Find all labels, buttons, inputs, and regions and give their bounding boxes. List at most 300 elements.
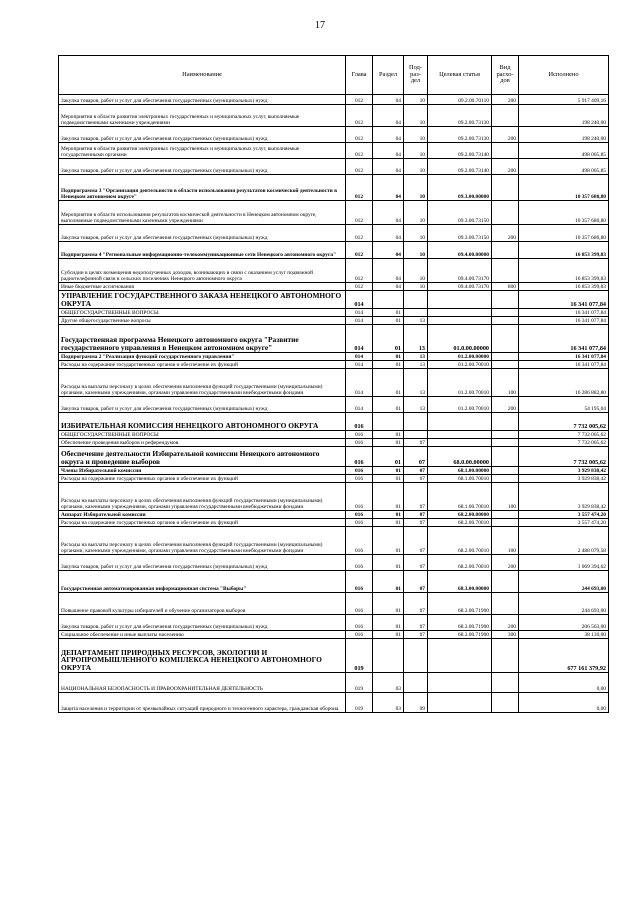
row-executed: 0,00 xyxy=(519,673,609,693)
row-executed: 16 853 399,83 xyxy=(519,242,609,259)
row-name: Расходы на содержание государственных органов и обеспечение их функций xyxy=(59,475,346,483)
row-section: 04 xyxy=(373,175,404,201)
row-chapter: 019 xyxy=(346,693,373,713)
row-exp-type xyxy=(492,309,519,317)
row-target: 09.2.00.73140 xyxy=(428,143,492,159)
row-exp-type xyxy=(492,431,519,439)
row-section: 04 xyxy=(373,105,404,127)
row-section xyxy=(373,413,404,431)
row-target: 68.3.00.71900 xyxy=(428,593,492,615)
row-exp-type xyxy=(492,475,519,483)
row-exp-type xyxy=(492,259,519,283)
table-row xyxy=(59,639,609,673)
row-target xyxy=(428,693,492,713)
row-section: 01 xyxy=(373,519,404,527)
row-chapter: 014 xyxy=(346,369,373,397)
row-chapter: 014 xyxy=(346,397,373,413)
row-target: 09.2.00.73140 xyxy=(428,159,492,175)
row-target: 01.2.00.70010 xyxy=(428,397,492,413)
header-name: Наименование xyxy=(59,56,346,95)
row-target: 68.3.00.71900 xyxy=(428,615,492,631)
table-row xyxy=(59,439,609,447)
row-exp-type: 200 xyxy=(492,95,519,105)
row-section: 04 xyxy=(373,283,404,291)
row-chapter: 012 xyxy=(346,127,373,143)
row-target xyxy=(428,309,492,317)
table-row xyxy=(59,483,609,511)
row-chapter: 014 xyxy=(346,361,373,369)
row-chapter: 012 xyxy=(346,225,373,242)
row-subsection: 07 xyxy=(404,527,428,555)
row-chapter: 016 xyxy=(346,447,373,467)
table-row xyxy=(59,397,609,413)
row-executed: 244 693,00 xyxy=(519,571,609,593)
row-executed: 16 341 077,84 xyxy=(519,291,609,309)
header-chapter: Глава xyxy=(346,56,373,95)
header-subsection: Под-раз-дел xyxy=(404,56,428,95)
row-exp-type xyxy=(492,361,519,369)
row-section: 01 xyxy=(373,353,404,361)
row-name: Обеспечение деятельности Избирательной комиссии Ненецкого автономного округа и проведение выборов xyxy=(59,447,346,467)
row-chapter: 012 xyxy=(346,201,373,225)
table-row xyxy=(59,291,609,309)
row-target: 09.2.00.73130 xyxy=(428,127,492,143)
row-name: НАЦИОНАЛЬНАЯ БЕЗОПАСНОСТЬ И ПРАВООХРАНИТЕЛЬНАЯ ДЕЯТЕЛЬНОСТЬ xyxy=(59,673,346,693)
row-section: 04 xyxy=(373,259,404,283)
row-chapter: 016 xyxy=(346,615,373,631)
row-subsection xyxy=(404,639,428,673)
row-executed: 16 341 077,84 xyxy=(519,317,609,325)
row-name: Закупка товаров, работ и услуг для обеспечения государственных (муниципальных) нужд xyxy=(59,615,346,631)
table-row xyxy=(59,413,609,431)
row-target: 68.3.00.71900 xyxy=(428,631,492,639)
row-subsection: 10 xyxy=(404,242,428,259)
row-executed: 7 732 005,62 xyxy=(519,447,609,467)
table-row xyxy=(59,555,609,571)
row-name: ИЗБИРАТЕЛЬНАЯ КОМИССИЯ НЕНЕЦКОГО АВТОНОМНОГО ОКРУГА xyxy=(59,413,346,431)
row-chapter: 016 xyxy=(346,631,373,639)
row-chapter: 012 xyxy=(346,175,373,201)
row-target: 09.3.00.73150 xyxy=(428,225,492,242)
row-exp-type: 200 xyxy=(492,159,519,175)
row-exp-type xyxy=(492,447,519,467)
row-section xyxy=(373,291,404,309)
row-executed: 16 341 077,84 xyxy=(519,325,609,353)
row-subsection: 10 xyxy=(404,175,428,201)
row-exp-type xyxy=(492,571,519,593)
row-subsection: 10 xyxy=(404,95,428,105)
table-row xyxy=(59,519,609,527)
row-exp-type xyxy=(492,593,519,615)
row-executed: 54 195,04 xyxy=(519,397,609,413)
row-executed: 206 563,00 xyxy=(519,615,609,631)
row-exp-type xyxy=(492,105,519,127)
table-row xyxy=(59,127,609,143)
row-exp-type xyxy=(492,317,519,325)
row-chapter: 014 xyxy=(346,325,373,353)
row-chapter: 016 xyxy=(346,527,373,555)
row-section: 01 xyxy=(373,593,404,615)
row-subsection: 07 xyxy=(404,447,428,467)
row-section: 04 xyxy=(373,127,404,143)
row-subsection: 13 xyxy=(404,317,428,325)
table-row xyxy=(59,369,609,397)
table-row xyxy=(59,159,609,175)
row-target: 09.4.00.73170 xyxy=(428,283,492,291)
table-row xyxy=(59,527,609,555)
row-subsection: 13 xyxy=(404,361,428,369)
table-row xyxy=(59,325,609,353)
row-exp-type: 200 xyxy=(492,555,519,571)
row-exp-type xyxy=(492,439,519,447)
row-name: Социальное обеспечение и иные выплаты населению xyxy=(59,631,346,639)
row-subsection: 07 xyxy=(404,467,428,475)
row-section: 01 xyxy=(373,571,404,593)
row-chapter: 012 xyxy=(346,159,373,175)
row-exp-type xyxy=(492,143,519,159)
header-exp-type: Вид расхо-дов xyxy=(492,56,519,95)
row-subsection xyxy=(404,413,428,431)
row-chapter: 019 xyxy=(346,673,373,693)
row-exp-type: 800 xyxy=(492,283,519,291)
row-executed: 16 341 077,84 xyxy=(519,361,609,369)
row-subsection: 07 xyxy=(404,631,428,639)
row-executed: 5 917 409,16 xyxy=(519,95,609,105)
row-section: 03 xyxy=(373,673,404,693)
row-target: 68.2.00.70010 xyxy=(428,519,492,527)
row-executed: 198 240,00 xyxy=(519,105,609,127)
row-subsection: 07 xyxy=(404,511,428,519)
row-section: 04 xyxy=(373,201,404,225)
row-chapter: 019 xyxy=(346,639,373,673)
row-target xyxy=(428,317,492,325)
row-chapter: 014 xyxy=(346,291,373,309)
table-row xyxy=(59,511,609,519)
row-exp-type: 100 xyxy=(492,369,519,397)
table-row xyxy=(59,361,609,369)
row-subsection: 10 xyxy=(404,159,428,175)
row-chapter: 012 xyxy=(346,105,373,127)
row-subsection xyxy=(404,673,428,693)
row-name: Расходы на содержание государственных органов и обеспечение их функций xyxy=(59,519,346,527)
row-target: 68.1.00.00000 xyxy=(428,467,492,475)
table-row xyxy=(59,431,609,439)
table-row xyxy=(59,693,609,713)
page-number: 17 xyxy=(315,20,325,31)
row-chapter: 012 xyxy=(346,259,373,283)
row-name: Государственная программа Ненецкого автономного округа "Развитие государственного управления в Ненецком автономном округе" xyxy=(59,325,346,353)
table-row xyxy=(59,317,609,325)
row-name: Подпрограмма 2 "Реализация функций государственного управления" xyxy=(59,353,346,361)
table-row xyxy=(59,353,609,361)
row-subsection: 07 xyxy=(404,439,428,447)
row-exp-type xyxy=(492,413,519,431)
row-exp-type xyxy=(492,519,519,527)
row-name: Закупка товаров, работ и услуг для обеспечения государственных (муниципальных) нужд xyxy=(59,95,346,105)
row-subsection: 07 xyxy=(404,475,428,483)
row-name: Закупка товаров, работ и услуг для обеспечения государственных (муниципальных) нужд xyxy=(59,397,346,413)
row-section: 04 xyxy=(373,143,404,159)
row-name: ОБЩЕГОСУДАРСТВЕННЫЕ ВОПРОСЫ xyxy=(59,431,346,439)
row-subsection: 10 xyxy=(404,143,428,159)
row-executed: 38 130,00 xyxy=(519,631,609,639)
row-exp-type xyxy=(492,175,519,201)
table-row xyxy=(59,571,609,593)
table-row xyxy=(59,447,609,467)
row-executed: 7 732 005,62 xyxy=(519,431,609,439)
row-name: Защита населения и территории от чрезвычайных ситуаций природного и техногенного характера, гражданская оборона xyxy=(59,693,346,713)
row-name: ОБЩЕГОСУДАРСТВЕННЫЕ ВОПРОСЫ xyxy=(59,309,346,317)
row-chapter: 016 xyxy=(346,519,373,527)
row-exp-type: 100 xyxy=(492,527,519,555)
row-chapter: 014 xyxy=(346,317,373,325)
table-row xyxy=(59,225,609,242)
row-section: 01 xyxy=(373,361,404,369)
row-exp-type xyxy=(492,511,519,519)
row-subsection: 10 xyxy=(404,105,428,127)
row-target: 09.2.00.73130 xyxy=(428,105,492,127)
row-section: 01 xyxy=(373,527,404,555)
row-subsection: 10 xyxy=(404,283,428,291)
row-subsection: 13 xyxy=(404,397,428,413)
row-name: Закупка товаров, работ и услуг для обеспечения государственных (муниципальных) нужд xyxy=(59,127,346,143)
row-executed: 3 557 474,20 xyxy=(519,511,609,519)
row-executed: 16 853 399,83 xyxy=(519,283,609,291)
row-executed: 10 357 680,80 xyxy=(519,225,609,242)
row-section: 01 xyxy=(373,511,404,519)
row-section: 01 xyxy=(373,475,404,483)
row-target: 68.1.00.70010 xyxy=(428,475,492,483)
table-row xyxy=(59,615,609,631)
header-section: Раздел xyxy=(373,56,404,95)
row-target: 01.2.00.00000 xyxy=(428,353,492,361)
row-target: 09.4.00.00000 xyxy=(428,242,492,259)
row-target xyxy=(428,673,492,693)
table-row xyxy=(59,143,609,159)
row-target xyxy=(428,639,492,673)
table-row xyxy=(59,593,609,615)
row-section: 04 xyxy=(373,95,404,105)
row-chapter: 016 xyxy=(346,475,373,483)
row-exp-type: 200 xyxy=(492,127,519,143)
row-executed: 7 732 005,62 xyxy=(519,413,609,431)
row-subsection: 10 xyxy=(404,225,428,242)
row-section: 01 xyxy=(373,483,404,511)
row-subsection: 09 xyxy=(404,693,428,713)
row-exp-type xyxy=(492,291,519,309)
row-subsection: 10 xyxy=(404,127,428,143)
row-target xyxy=(428,413,492,431)
row-chapter: 016 xyxy=(346,483,373,511)
row-subsection: 07 xyxy=(404,555,428,571)
row-chapter: 014 xyxy=(346,353,373,361)
row-executed: 677 161 379,92 xyxy=(519,639,609,673)
row-chapter: 014 xyxy=(346,309,373,317)
row-executed: 3 929 838,42 xyxy=(519,467,609,475)
row-section: 01 xyxy=(373,309,404,317)
table-row xyxy=(59,309,609,317)
header-target: Целевая статья xyxy=(428,56,492,95)
row-chapter: 016 xyxy=(346,555,373,571)
row-name: Повышение правовой культуры избирателей и обучение организаторов выборов xyxy=(59,593,346,615)
row-name: Обеспечение проведения выборов и референдумов xyxy=(59,439,346,447)
row-name: Подпрограмма 4 "Региональные информационно-телекоммуникационные сети Ненецкого автономного округа" xyxy=(59,242,346,259)
row-chapter: 012 xyxy=(346,283,373,291)
row-name: Расходы на выплаты персоналу в целях обеспечения выполнения функций государственными (муниципальными) органами, казенными учреждениями, органами управления государственными внебюджетными фондами xyxy=(59,369,346,397)
row-exp-type xyxy=(492,673,519,693)
row-subsection xyxy=(404,291,428,309)
row-section: 01 xyxy=(373,369,404,397)
table-row xyxy=(59,475,609,483)
row-subsection: 07 xyxy=(404,593,428,615)
row-exp-type: 200 xyxy=(492,615,519,631)
row-executed: 16 341 077,84 xyxy=(519,309,609,317)
row-target: 09.3.00.73150 xyxy=(428,201,492,225)
row-target: 68.1.00.70010 xyxy=(428,483,492,511)
row-exp-type: 100 xyxy=(492,483,519,511)
row-name: Закупка товаров, работ и услуг для обеспечения государственных (муниципальных) нужд xyxy=(59,555,346,571)
row-exp-type xyxy=(492,325,519,353)
row-subsection: 07 xyxy=(404,483,428,511)
row-name: ДЕПАРТАМЕНТ ПРИРОДНЫХ РЕСУРСОВ, ЭКОЛОГИИ И АГРОПРОМЫШЛЕННОГО КОМПЛЕКСА НЕНЕЦКОГО АВТОНОМНОГО ОКРУГА xyxy=(59,639,346,673)
row-exp-type xyxy=(492,639,519,673)
row-executed: 3 929 838,42 xyxy=(519,483,609,511)
row-exp-type xyxy=(492,467,519,475)
row-subsection: 13 xyxy=(404,353,428,361)
row-executed: 498 005,85 xyxy=(519,159,609,175)
budget-execution-table xyxy=(58,55,609,713)
table-header-row xyxy=(59,56,609,95)
row-target: 68.2.00.70010 xyxy=(428,555,492,571)
row-chapter: 016 xyxy=(346,413,373,431)
row-section: 01 xyxy=(373,317,404,325)
row-section: 04 xyxy=(373,225,404,242)
row-name: Другие общегосударственные вопросы xyxy=(59,317,346,325)
table-row xyxy=(59,467,609,475)
table-row xyxy=(59,673,609,693)
header-executed: Исполнено xyxy=(519,56,609,95)
row-chapter: 016 xyxy=(346,593,373,615)
row-subsection: 13 xyxy=(404,325,428,353)
row-subsection: 07 xyxy=(404,615,428,631)
row-executed: 16 341 077,84 xyxy=(519,353,609,361)
row-chapter: 012 xyxy=(346,143,373,159)
row-name: Аппарат Избирательной комиссии xyxy=(59,511,346,519)
row-target: 01.0.00.00000 xyxy=(428,325,492,353)
table-row xyxy=(59,95,609,105)
row-target: 01.2.00.70010 xyxy=(428,369,492,397)
row-exp-type xyxy=(492,353,519,361)
row-subsection xyxy=(404,431,428,439)
row-target: 09.4.00.73170 xyxy=(428,259,492,283)
row-target: 09.2.00.70110 xyxy=(428,95,492,105)
row-name: Расходы на выплаты персоналу в целях обеспечения выполнения функций государственными (муниципальными) органами, казенными учреждениями, органами управления государственными внебюджетными фондами xyxy=(59,483,346,511)
row-name: Государственная автоматизированная информационная система "Выборы" xyxy=(59,571,346,593)
row-name: Субсидии в целях возмещения недополученных доходов, возникающих в связи с оказанием услуг подвижной радиотелефонной связи в сельских поселениях Ненецкого автономного округа xyxy=(59,259,346,283)
row-section: 01 xyxy=(373,447,404,467)
row-section: 01 xyxy=(373,439,404,447)
row-section: 03 xyxy=(373,693,404,713)
row-executed: 198 240,00 xyxy=(519,127,609,143)
table-row xyxy=(59,259,609,283)
row-exp-type xyxy=(492,693,519,713)
row-exp-type xyxy=(492,201,519,225)
row-name: Подпрограмма 3 "Организация деятельности в области использования результатов космической деятельности в Ненецком автономном округе" xyxy=(59,175,346,201)
row-name: Иные бюджетные ассигнования xyxy=(59,283,346,291)
row-chapter: 012 xyxy=(346,95,373,105)
row-name: УПРАВЛЕНИЕ ГОСУДАРСТВЕННОГО ЗАКАЗА НЕНЕЦКОГО АВТОНОМНОГО ОКРУГА xyxy=(59,291,346,309)
table-row xyxy=(59,283,609,291)
row-name: Мероприятия в области развития электронных государственных и муниципальных услуг, выполняемые подведомственными казенными учреждениями xyxy=(59,105,346,127)
row-section: 01 xyxy=(373,431,404,439)
row-subsection: 07 xyxy=(404,571,428,593)
row-section xyxy=(373,639,404,673)
row-exp-type: 300 xyxy=(492,631,519,639)
row-executed: 498 005,85 xyxy=(519,143,609,159)
table-row xyxy=(59,242,609,259)
row-chapter: 012 xyxy=(346,242,373,259)
row-target xyxy=(428,431,492,439)
row-subsection: 10 xyxy=(404,259,428,283)
row-chapter: 016 xyxy=(346,431,373,439)
row-executed: 10 357 680,80 xyxy=(519,175,609,201)
row-target: 68.2.00.70010 xyxy=(428,527,492,555)
row-target xyxy=(428,291,492,309)
row-executed: 2 488 079,58 xyxy=(519,527,609,555)
row-name: Мероприятия в области использования результатов космической деятельности в Ненецком автономном округе, выполняемые подведомственными казенными учреждениями xyxy=(59,201,346,225)
row-target: 01.2.00.70010 xyxy=(428,361,492,369)
row-name: Расходы на содержание государственных органов и обеспечение их функций xyxy=(59,361,346,369)
row-name: Закупка товаров, работ и услуг для обеспечения государственных (муниципальных) нужд xyxy=(59,225,346,242)
row-target: 68.3.00.00000 xyxy=(428,571,492,593)
row-chapter: 016 xyxy=(346,571,373,593)
row-name: Закупка товаров, работ и услуг для обеспечения государственных (муниципальных) нужд xyxy=(59,159,346,175)
row-section: 01 xyxy=(373,397,404,413)
row-target: 68.2.00.00000 xyxy=(428,511,492,519)
row-exp-type: 200 xyxy=(492,225,519,242)
row-section: 01 xyxy=(373,555,404,571)
row-chapter: 016 xyxy=(346,467,373,475)
row-executed: 244 693,00 xyxy=(519,593,609,615)
table-row xyxy=(59,175,609,201)
row-section: 01 xyxy=(373,325,404,353)
row-section: 01 xyxy=(373,615,404,631)
row-section: 04 xyxy=(373,159,404,175)
row-target: 68.0.00.00000 xyxy=(428,447,492,467)
row-executed: 16 853 399,83 xyxy=(519,259,609,283)
row-executed: 0,00 xyxy=(519,693,609,713)
row-subsection: 13 xyxy=(404,369,428,397)
row-executed: 1 069 394,62 xyxy=(519,555,609,571)
row-chapter: 016 xyxy=(346,511,373,519)
row-executed: 7 732 005,62 xyxy=(519,439,609,447)
row-executed: 16 286 882,80 xyxy=(519,369,609,397)
table-row xyxy=(59,105,609,127)
row-exp-type: 200 xyxy=(492,397,519,413)
row-subsection xyxy=(404,309,428,317)
row-subsection: 10 xyxy=(404,201,428,225)
row-executed: 3 557 474,20 xyxy=(519,519,609,527)
row-executed: 3 929 838,42 xyxy=(519,475,609,483)
row-name: Члены Избирательной комиссии xyxy=(59,467,346,475)
table-body xyxy=(59,95,609,713)
row-section: 01 xyxy=(373,467,404,475)
row-subsection: 07 xyxy=(404,519,428,527)
row-section: 04 xyxy=(373,242,404,259)
row-section: 01 xyxy=(373,631,404,639)
row-chapter: 016 xyxy=(346,439,373,447)
row-name: Мероприятия в области развития электронных государственных и муниципальных услуг, выполняемые государственными органами xyxy=(59,143,346,159)
